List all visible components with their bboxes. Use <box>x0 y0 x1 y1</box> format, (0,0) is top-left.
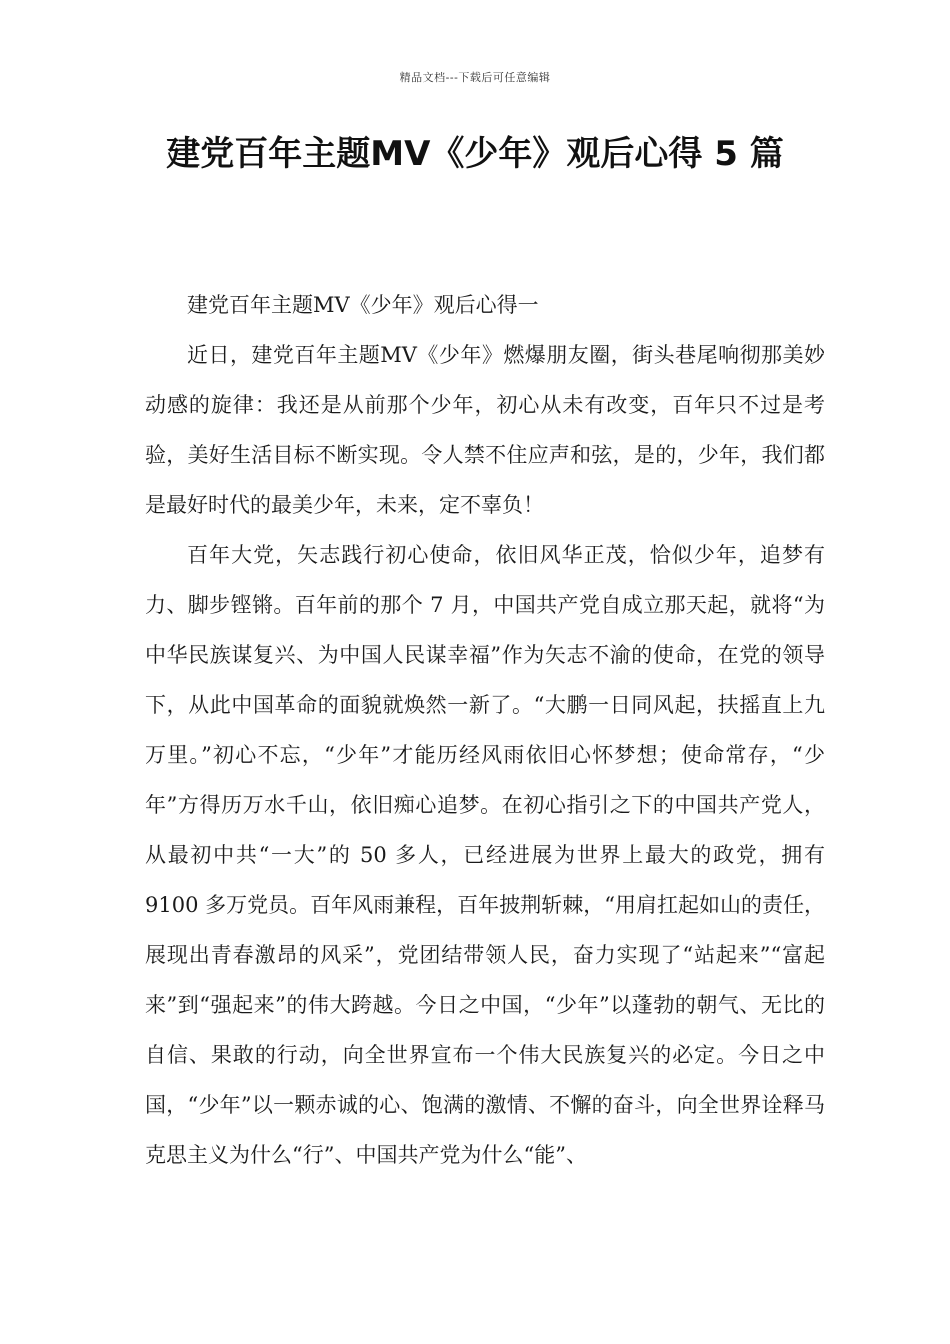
document-body <box>145 280 825 1180</box>
section-heading: 建党百年主题MV《少年》观后心得一 <box>187 293 539 317</box>
body-paragraph: 近日，建党百年主题MV《少年》燃爆朋友圈，街头巷尾响彻那美妙动感的旋律：我还是从前那个少年，初心从未有改变，百年只不过是考验，美好生活目标不断实现。令人禁不住应声和弦，是的，少年，我们都是最好时代的最美少年，未来，定不辜负！ <box>145 343 825 517</box>
document-title: 建党百年主题MV《少年》观后心得 5 篇 <box>166 134 784 174</box>
body-paragraph: 百年大党，矢志践行初心使命，依旧风华正茂，恰似少年，追梦有力、脚步铿锵。百年前的那个 7 月，中国共产党自成立那天起，就将“为中华民族谋复兴、为中国人民谋幸福”作为矢志不渝的使命，在党的领导下，从此中国革命的面貌就焕然一新了。“大鹏一日同风起，扶摇直上九万里。”初心不忘，“少年”才能历经风雨依旧心怀梦想；使命常存，“少年”方得历万水千山，依旧痴心追梦。在初心指引之下的中国共产党人，从最初中共“一大”的 50 多人，已经进展为世界上最大的政党，拥有 9100 多万党员。百年风雨兼程，百年披荆斩棘，“用肩扛起如山的责任，展现出青春激昂的风采”，党团结带领人民，奋力实现了“站起来”“富起来”到“强起来”的伟大跨越。今日之中国，“少年”以蓬勃的朝气、无比的自信、果敢的行动，向全世界宣布一个伟大民族复兴的必定。今日之中国，“少年”以一颗赤诚的心、饱满的激情、不懈的奋斗，向全世界诠释马克思主义为什么“行”、中国共产党为什么“能”、 <box>145 543 825 1167</box>
header-note: 精品文档---下载后可任意编辑 <box>399 71 551 84</box>
